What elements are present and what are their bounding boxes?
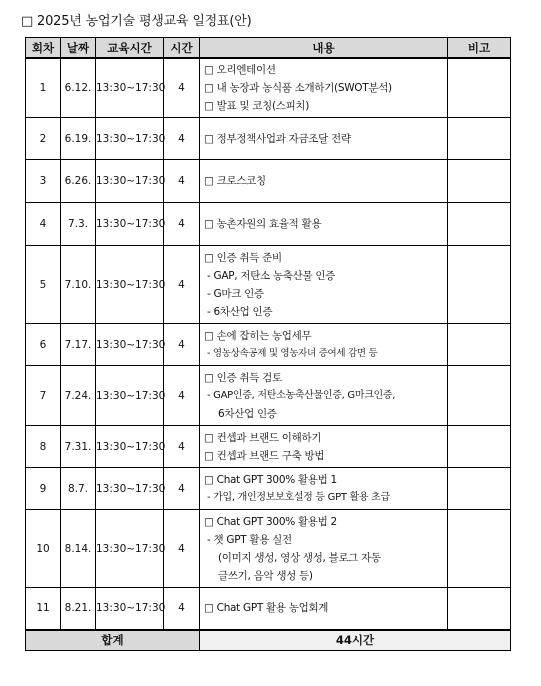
- content-line: □ Chat GPT 활용 농업회계: [204, 602, 329, 615]
- page-title: □ 2025년 농업기술 평생교육 일정표(안): [21, 14, 252, 29]
- session-no: 2: [26, 118, 61, 160]
- session-date: 7.10.: [61, 246, 96, 324]
- content-line: □ 인증 취득 준비: [204, 251, 282, 264]
- session-note: [448, 468, 511, 510]
- session-content: [200, 324, 448, 366]
- session-note: [448, 366, 511, 426]
- session-note: [448, 160, 511, 203]
- session-content: [200, 203, 448, 246]
- session-note: [448, 588, 511, 630]
- session-date: 6.19.: [61, 118, 96, 160]
- session-no: 9: [26, 468, 61, 510]
- content-line: □ 인증 취득 검토: [204, 371, 282, 384]
- table-row: [26, 588, 511, 630]
- session-content: [200, 160, 448, 203]
- session-no: 4: [26, 203, 61, 246]
- table-row: [26, 58, 511, 118]
- session-hours: 4: [164, 203, 200, 246]
- header-content: 내용: [200, 38, 448, 59]
- content-line: - 가입, 개인정보보호설정 등 GPT 활용 초급: [207, 491, 390, 503]
- content-line: □ 오리엔테이션: [204, 64, 276, 76]
- content-line: - GAP, 저탄소 농축산물 인증: [207, 269, 336, 282]
- content-line: - GAP인증, 저탄소농축산물인증, G마크인증,: [207, 389, 396, 401]
- session-time: 13:30~17:30: [96, 324, 164, 366]
- session-time: 13:30~17:30: [96, 118, 164, 160]
- session-note: [448, 246, 511, 324]
- session-date: 8.7.: [61, 468, 96, 510]
- session-note: [448, 510, 511, 588]
- content-line: □ 발표 및 코칭(스피치): [204, 100, 310, 112]
- session-note: [448, 58, 511, 118]
- content-line: 6차산업 인증: [218, 407, 277, 420]
- session-no: 10: [26, 510, 61, 588]
- table-row: [26, 426, 511, 468]
- session-date: 7.17.: [61, 324, 96, 366]
- content-line: □ 컨셉과 브랜드 구축 방법: [204, 449, 325, 462]
- table-row: [26, 324, 511, 366]
- session-content: [200, 118, 448, 160]
- session-content: [200, 510, 448, 588]
- session-time: 13:30~17:30: [96, 203, 164, 246]
- table-row: [26, 160, 511, 203]
- header-time: 교육시간: [96, 38, 164, 59]
- content-line: □ 크로스코칭: [204, 175, 266, 187]
- table-row: [26, 366, 511, 426]
- session-time: 13:30~17:30: [96, 58, 164, 118]
- header-note: 비고: [448, 38, 511, 59]
- session-date: 7.24.: [61, 366, 96, 426]
- session-note: [448, 118, 511, 160]
- table-row: [26, 468, 511, 510]
- total-label: 합계: [26, 630, 200, 651]
- header-date: 날짜: [61, 38, 96, 59]
- session-no: 1: [26, 58, 61, 118]
- schedule-table: [25, 37, 511, 651]
- session-content: [200, 588, 448, 630]
- table-row: [26, 118, 511, 160]
- session-hours: 4: [164, 58, 200, 118]
- table-row: [26, 246, 511, 324]
- session-time: 13:30~17:30: [96, 160, 164, 203]
- session-hours: 4: [164, 426, 200, 468]
- content-line: □ 내 농장과 농식품 소개하기(SWOT분석): [204, 82, 392, 94]
- session-time: 13:30~17:30: [96, 426, 164, 468]
- content-line: - 챗 GPT 활용 실전: [207, 533, 292, 546]
- header-hours: 시간: [164, 38, 200, 59]
- content-line: (이미지 생성, 영상 생성, 블로그 자동: [218, 551, 381, 564]
- session-note: [448, 426, 511, 468]
- session-no: 11: [26, 588, 61, 630]
- session-date: 8.21.: [61, 588, 96, 630]
- session-hours: 4: [164, 324, 200, 366]
- session-date: 6.26.: [61, 160, 96, 203]
- content-line: □ 손에 잡히는 농업세무: [204, 329, 312, 342]
- session-content: [200, 58, 448, 118]
- table-row: [26, 510, 511, 588]
- session-hours: 4: [164, 160, 200, 203]
- session-hours: 4: [164, 366, 200, 426]
- content-line: - 6차산업 인증: [207, 305, 273, 318]
- session-note: [448, 203, 511, 246]
- session-no: 3: [26, 160, 61, 203]
- content-line: □ 컨셉과 브랜드 이해하기: [204, 431, 322, 444]
- session-time: 13:30~17:30: [96, 510, 164, 588]
- session-hours: 4: [164, 468, 200, 510]
- header-session: 회차: [26, 38, 61, 59]
- header-row: [26, 38, 511, 59]
- session-content: [200, 246, 448, 324]
- session-content: [200, 366, 448, 426]
- session-date: 8.14.: [61, 510, 96, 588]
- table-row: [26, 203, 511, 246]
- content-line: □ Chat GPT 300% 활용법 2: [204, 515, 337, 528]
- content-line: □ 농촌자원의 효율적 활용: [204, 218, 322, 230]
- content-line: - G마크 인증: [207, 287, 264, 300]
- session-hours: 4: [164, 118, 200, 160]
- session-date: 7.3.: [61, 203, 96, 246]
- session-no: 6: [26, 324, 61, 366]
- content-line: □ Chat GPT 300% 활용법 1: [204, 473, 337, 486]
- session-no: 5: [26, 246, 61, 324]
- session-date: 7.31.: [61, 426, 96, 468]
- session-time: 13:30~17:30: [96, 366, 164, 426]
- session-hours: 4: [164, 510, 200, 588]
- content-line: 글쓰기, 음악 생성 등): [218, 569, 313, 582]
- content-line: - 영농상속공제 및 영농자녀 증여세 감면 등: [207, 347, 378, 359]
- session-no: 8: [26, 426, 61, 468]
- session-date: 6.12.: [61, 58, 96, 118]
- total-row: [26, 630, 511, 651]
- session-content: [200, 468, 448, 510]
- session-time: 13:30~17:30: [96, 588, 164, 630]
- session-no: 7: [26, 366, 61, 426]
- session-content: [200, 426, 448, 468]
- session-note: [448, 324, 511, 366]
- session-hours: 4: [164, 588, 200, 630]
- session-time: 13:30~17:30: [96, 468, 164, 510]
- session-time: 13:30~17:30: [96, 246, 164, 324]
- session-hours: 4: [164, 246, 200, 324]
- content-line: □ 정부정책사업과 자금조달 전략: [204, 132, 351, 145]
- total-value: 44시간: [200, 630, 511, 651]
